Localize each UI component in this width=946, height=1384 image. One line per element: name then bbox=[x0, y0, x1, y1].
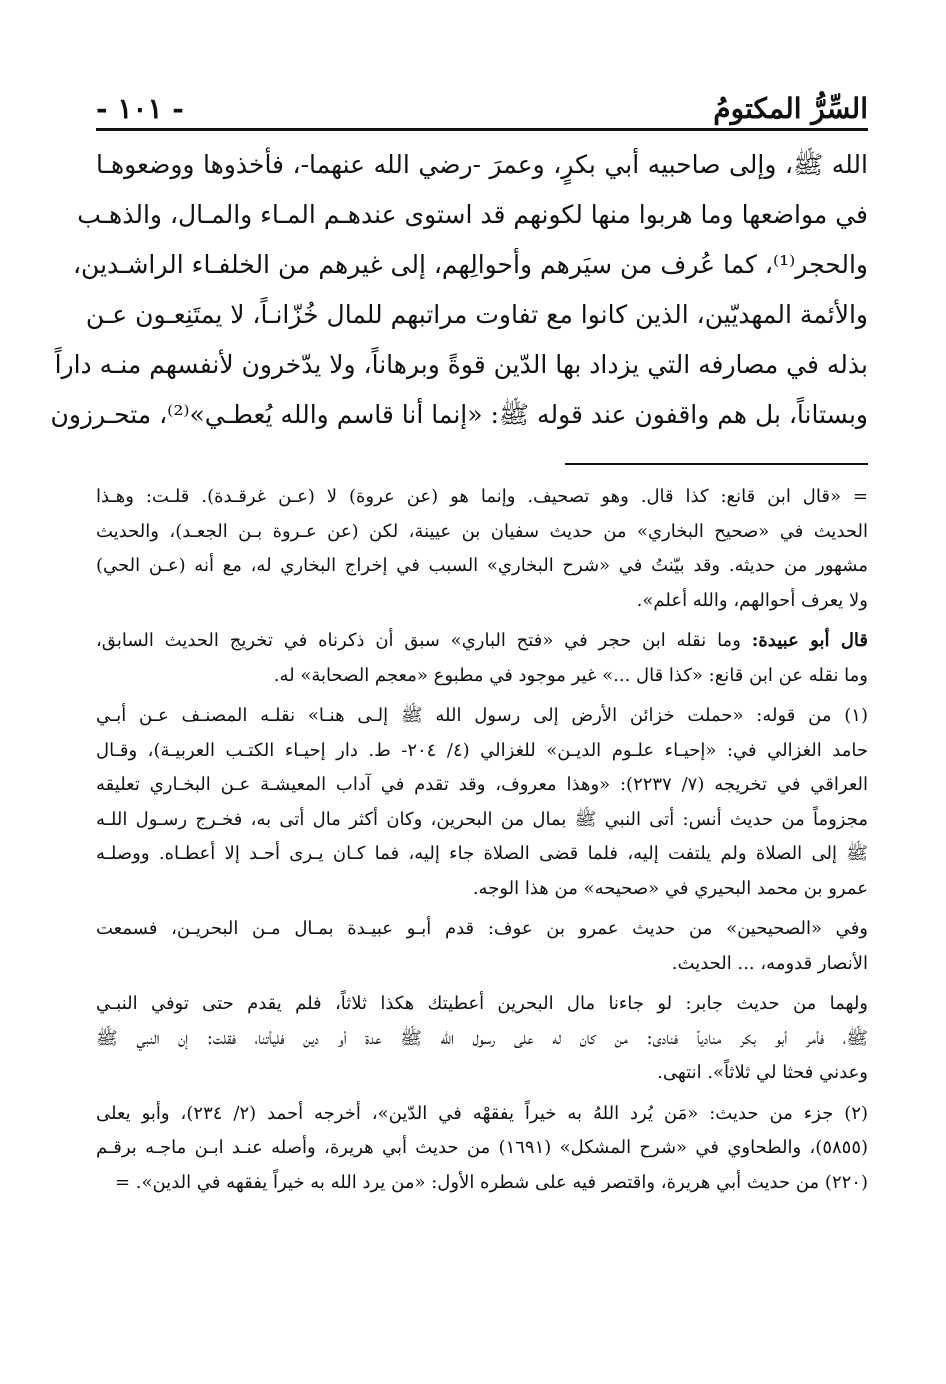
footnote-line: وما نقله عن ابن قانع: «كذا قال ...» غير موجود في مطبوع «معجم الصحابة» له. bbox=[273, 664, 868, 686]
editor-note-text: وما نقله ابن حجر في «فتح الباري» سبق أن ذكرناه في تخريج الحديث السابق، bbox=[96, 630, 752, 651]
footnote-line: مشهور من حديثه. وقد بيّنتُ في «شرح البخاري» السبب في إخراج البخاري له، مع أنه (عـن الحي) bbox=[96, 555, 868, 576]
footnote-line: حامد الغزالي في: «إحيـاء علـوم الديـن» للغزالي (٤/ ٢٠٤- ط. دار إحيـاء الكتـب العربيـة)، وقـال bbox=[96, 739, 868, 761]
main-text-line: والحجر⁽¹⁾، كما عُرف من سيَرهم وأحوالِهم، إلى غيرهم من الخلفـاء الراشـدين، bbox=[72, 250, 868, 279]
footnote-1-cont-a bbox=[96, 912, 868, 981]
main-text-line: بذله في مصارفه التي يزداد بها الدّين قوةً وبرهاناً، ولا يدّخرون لأنفسهم منـه داراً bbox=[54, 350, 868, 379]
footnote-line: عمرو بن محمد البحيري في «صحيحه» من هذا الوجه. bbox=[472, 877, 868, 899]
footnote-line: (٥٨٥٥)، والطحاوي في «شرح المشكل» (١٦٩١) من حديث أبي هريرة، وأصله عنـد ابـن ماجـه برقـم bbox=[96, 1137, 869, 1158]
editor-note-label: قال أبو عبيدة: bbox=[751, 630, 868, 651]
footnote-line: (٢٢٠) من حديث أبي هريرة، واقتصر فيه على شطره الأول: «من يرد الله به خيراً يفقهه في الدين». = bbox=[114, 1171, 868, 1193]
main-text-line: الله ﷺ، وإلى صاحبيه أبي بكرٍ، وعمرَ -رضي الله عنهما-، فأخذوها ووضعوهـا bbox=[96, 150, 868, 179]
footnote-continuation bbox=[96, 480, 868, 618]
footnote-line: وعدني فحثا لي ثلاثاً». انتهى. bbox=[657, 1062, 868, 1083]
footnote-separator bbox=[565, 463, 868, 465]
footnote-line: وفي «الصحيحين» من حديث عمرو بن عوف: قدم أبـو عبيـدة بمـال مـن البحريـن، فسمعت bbox=[96, 918, 868, 939]
editor-note bbox=[96, 624, 868, 693]
footnote-1-cont-b bbox=[96, 987, 868, 1091]
page-header bbox=[96, 80, 868, 126]
footnote-line: = «قال ابن قانع: كذا قال. وهو تصحيف. وإنما هو (عن عروة) لا (عـن غرقـدة). قلـت: وهـذا bbox=[96, 486, 868, 507]
footnote-line bbox=[96, 624, 868, 659]
page-number: - ١٠١ - bbox=[96, 92, 184, 126]
footnote-line: الأنصار قدومه، ... الحديث. bbox=[671, 952, 868, 974]
footnote-line: ولا يعرف أحوالهم، والله أعلم». bbox=[636, 589, 868, 611]
footnote-1 bbox=[96, 699, 868, 906]
footnote-line: ﷺ إلى الصلاة ولم يلتفت إليه، فلما قضى الصلاة جاء إليه، فما كـان يـرى أحـد إلا أعطـاه. ووصلـه bbox=[96, 843, 868, 864]
footnote-line: (٢) جزء من حديث: «مَن يُرد اللهُ به خيراً يفقهْه في الدّين»، أخرجه أحمد (٢/ ٢٣٤)، وأبو يعلى bbox=[96, 1102, 869, 1124]
footnote-line: ولهما من حديث جابر: لو جاءنا مال البحرين أعطيتك هكذا ثلاثاً، فلم يقدم حتى توفي النبـي bbox=[96, 993, 868, 1014]
footnote-line: (١) من قوله: «حملت خزائن الأرض إلى رسول الله ﷺ إلـى هنـا» نقلـه المصنـف عـن أبـي bbox=[96, 705, 868, 726]
footnote-line: الحديث في «صحيح البخاري» من حديث سفيان بن عيينة، لكن (عن عـروة بـن الجعـد)، والحديث bbox=[96, 520, 868, 542]
running-title: السِّرُّ المكتومُ bbox=[713, 92, 868, 126]
main-text bbox=[50, 140, 868, 440]
main-text-line: في مواضعها وما هربوا منها لكونهم قد استوى عندهـم المـاء والمـال، والذهـب bbox=[77, 200, 868, 229]
main-text-line: والأئمة المهديّين، الذين كانوا مع تفاوت مراتبهم للمال خُزّانـاً، لا يمتَنِعـون عـن bbox=[85, 300, 868, 329]
footnote-line: العراقي في تخريجه (٧/ ٢٢٣٧): «وهذا معروف، وقد تقدم في آداب المعيشـة عـن البخـاري تعليقه bbox=[96, 774, 869, 795]
footnote-line: مجزوماً من حديث أنس: أتى النبي ﷺ بمال من البحرين، وكان أكثر مال أتى به، فخـرج رسـول اللـه bbox=[96, 808, 868, 830]
main-text-line: وبستاناً، بل هم واقفون عند قوله ﷺ: «إنما أنا قاسم والله يُعطـي»⁽²⁾، متحـرزون bbox=[50, 400, 868, 429]
header-rule bbox=[96, 128, 868, 131]
footnote-2 bbox=[96, 1097, 868, 1201]
footnotes bbox=[96, 480, 868, 1206]
footnote-line: ﷺ، فأمر أبو بكر منادياً فنادى: من كان له على رسول الله ﷺ عدة أو دين فليأتنا، فقلت: إن النبي ﷺ bbox=[96, 1027, 868, 1049]
